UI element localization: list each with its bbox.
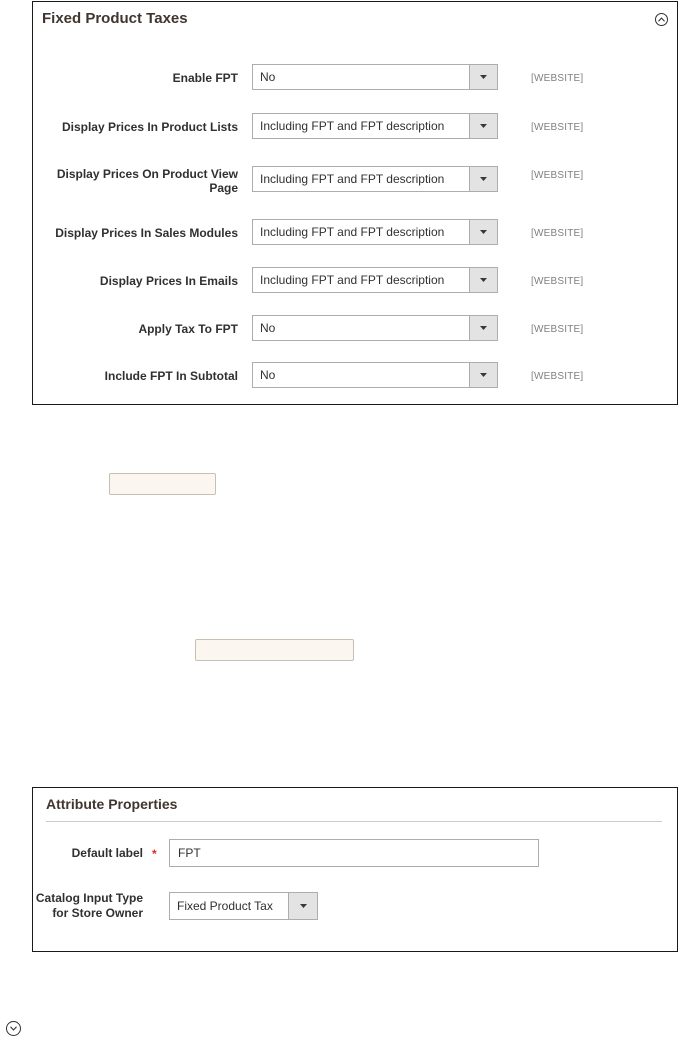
caret-down-icon[interactable] bbox=[469, 363, 497, 387]
select-value: No bbox=[260, 368, 276, 382]
field-label: Enable FPT bbox=[172, 71, 238, 85]
field-label: Display Prices On Product View Page bbox=[56, 167, 238, 195]
setting-row-display-prices-sales-modules bbox=[33, 219, 677, 245]
field-label: Display Prices In Sales Modules bbox=[55, 226, 238, 240]
caret-down-icon[interactable] bbox=[469, 65, 497, 89]
caret-down-icon[interactable] bbox=[469, 220, 497, 244]
collapse-icon[interactable] bbox=[655, 13, 668, 26]
scope-label: [WEBSITE] bbox=[531, 122, 584, 133]
select-value: No bbox=[260, 70, 276, 84]
scope-label: [WEBSITE] bbox=[531, 324, 584, 335]
default-label-input[interactable] bbox=[169, 839, 539, 867]
panel-title[interactable]: Fixed Product Taxes bbox=[42, 10, 188, 27]
default-label-label: Default label bbox=[71, 846, 143, 860]
setting-row-enable-fpt bbox=[33, 64, 677, 90]
divider bbox=[46, 821, 662, 822]
select-value: Including FPT and FPT description bbox=[260, 119, 445, 133]
catalog-input-type-select[interactable] bbox=[169, 892, 318, 920]
apply-tax-to-fpt-select[interactable] bbox=[252, 315, 498, 341]
attribute-properties-panel bbox=[32, 787, 678, 952]
select-value: Including FPT and FPT description bbox=[260, 273, 445, 287]
setting-row-apply-tax-to-fpt bbox=[33, 315, 677, 341]
caret-down-icon[interactable] bbox=[469, 167, 497, 191]
enable-fpt-select[interactable] bbox=[252, 64, 498, 90]
field-label: Apply Tax To FPT bbox=[138, 322, 238, 336]
scope-label: [WEBSITE] bbox=[531, 170, 584, 181]
caret-down-icon[interactable] bbox=[469, 268, 497, 292]
display-prices-emails-select[interactable] bbox=[252, 267, 498, 293]
select-value: Fixed Product Tax bbox=[177, 899, 273, 913]
field-label: Display Prices In Product Lists bbox=[61, 120, 238, 134]
scope-label: [WEBSITE] bbox=[531, 276, 584, 287]
select-value: No bbox=[260, 321, 276, 335]
panel-title: Attribute Properties bbox=[46, 796, 178, 812]
display-prices-product-view-select[interactable] bbox=[252, 166, 498, 192]
inline-placeholder-box bbox=[109, 473, 216, 495]
inline-placeholder-box bbox=[195, 639, 354, 661]
caret-down-icon[interactable] bbox=[469, 114, 497, 138]
expand-icon[interactable] bbox=[6, 1021, 21, 1036]
fixed-product-taxes-panel bbox=[32, 1, 678, 405]
scope-label: [WEBSITE] bbox=[531, 73, 584, 84]
scope-label: [WEBSITE] bbox=[531, 371, 584, 382]
display-prices-sales-modules-select[interactable] bbox=[252, 219, 498, 245]
caret-down-icon[interactable] bbox=[469, 316, 497, 340]
scope-label: [WEBSITE] bbox=[531, 228, 584, 239]
select-value: Including FPT and FPT description bbox=[260, 225, 445, 239]
include-fpt-in-subtotal-select[interactable] bbox=[252, 362, 498, 388]
caret-down-icon[interactable] bbox=[288, 893, 317, 919]
setting-row-display-prices-emails bbox=[33, 267, 677, 293]
setting-row-display-prices-product-view bbox=[33, 166, 677, 195]
select-value: Including FPT and FPT description bbox=[260, 172, 445, 186]
field-label: Include FPT In Subtotal bbox=[104, 369, 238, 383]
input-value: FPT bbox=[178, 846, 201, 860]
setting-row-include-fpt-in-subtotal bbox=[33, 362, 677, 388]
display-prices-product-lists-select[interactable] bbox=[252, 113, 498, 139]
field-label: Display Prices In Emails bbox=[99, 274, 238, 288]
catalog-input-type-label: Catalog Input Type for Store Owner bbox=[35, 891, 143, 920]
setting-row-display-prices-product-lists bbox=[33, 113, 677, 139]
required-indicator: * bbox=[152, 847, 157, 861]
